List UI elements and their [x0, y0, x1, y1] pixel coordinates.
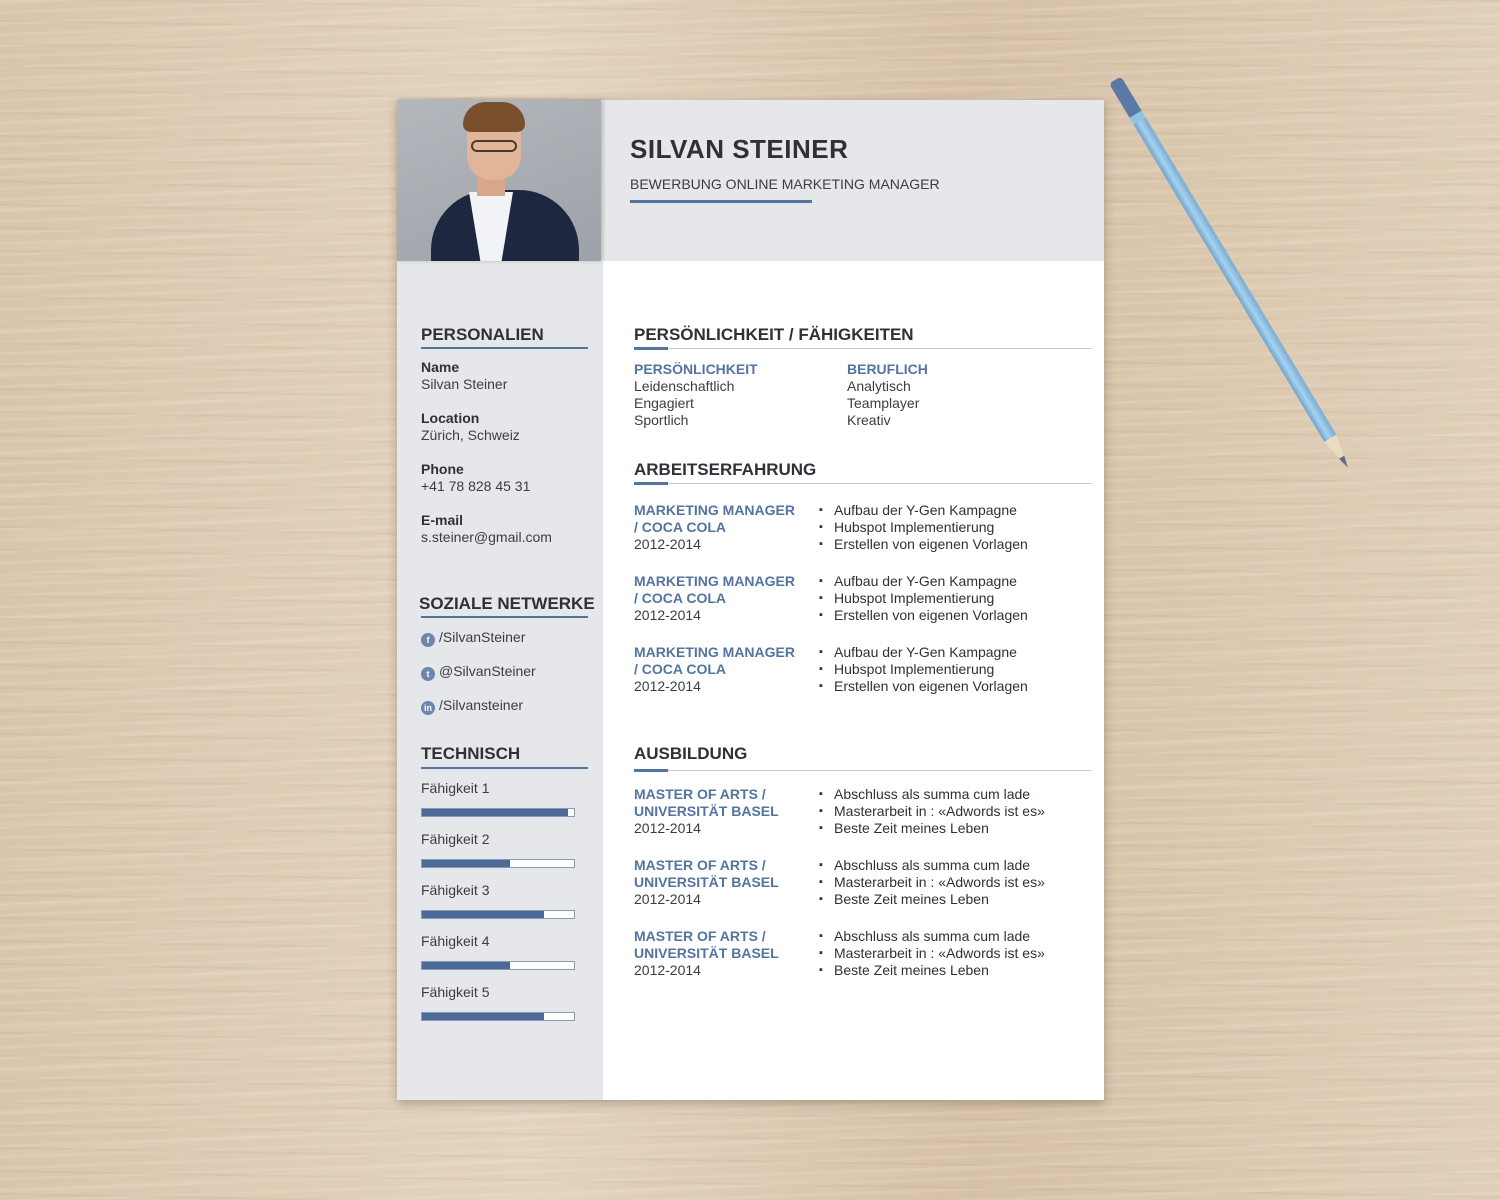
- degree-bullet: ▪ Abschluss als summa cum lade: [834, 786, 1030, 803]
- skill-bar-fill: [422, 809, 568, 816]
- degree-bullet: ▪ Beste Zeit meines Leben: [834, 891, 989, 908]
- degree-bullet: ▪ Masterarbeit in : «Adwords ist es»: [834, 803, 1045, 820]
- field-value: +41 78 828 45 31: [421, 478, 531, 494]
- degree-years: 2012-2014: [634, 962, 701, 978]
- section-accent: [634, 769, 668, 772]
- job-bullet: ▪ Hubspot Implementierung: [834, 590, 994, 607]
- experience-heading: ARBEITSERFAHRUNG: [634, 460, 817, 479]
- job-years: 2012-2014: [634, 678, 701, 694]
- skill-bar-fill: [422, 860, 510, 867]
- field-value: Zürich, Schweiz: [421, 427, 520, 443]
- job-bullet: ▪ Aufbau der Y-Gen Kampagne: [834, 573, 1017, 590]
- degree-title: MASTER OF ARTS /: [634, 928, 766, 944]
- skill-bar: [421, 808, 575, 817]
- candidate-subtitle: BEWERBUNG ONLINE MARKETING MANAGER: [630, 176, 940, 192]
- photo-hair: [463, 102, 525, 132]
- job-title: MARKETING MANAGER: [634, 573, 795, 589]
- skill-bar: [421, 961, 575, 970]
- job-bullet: ▪ Aufbau der Y-Gen Kampagne: [834, 502, 1017, 519]
- degree-years: 2012-2014: [634, 820, 701, 836]
- skill-bar-fill: [422, 962, 510, 969]
- degree-title: MASTER OF ARTS /: [634, 786, 766, 802]
- degree-bullet: ▪ Masterarbeit in : «Adwords ist es»: [834, 945, 1045, 962]
- twitter-icon: t: [421, 667, 435, 681]
- personality-col-title: PERSÖNLICHKEIT: [634, 361, 758, 377]
- degree-title: MASTER OF ARTS /: [634, 857, 766, 873]
- photo-glasses: [471, 140, 517, 152]
- skill-label: Fähigkeit 3: [421, 882, 490, 898]
- degree-bullet: ▪ Abschluss als summa cum lade: [834, 928, 1030, 945]
- degree-years: 2012-2014: [634, 891, 701, 907]
- professional-item: Kreativ: [847, 412, 891, 428]
- skill-label: Fähigkeit 4: [421, 933, 490, 949]
- education-heading: AUSBILDUNG: [634, 744, 748, 763]
- section-rule: [634, 483, 1092, 484]
- skill-bar: [421, 1012, 575, 1021]
- degree-school: UNIVERSITÄT BASEL: [634, 874, 779, 890]
- social-link-twitter[interactable]: [421, 663, 536, 681]
- technisch-rule: [421, 767, 588, 769]
- social-text: /SilvanSteiner: [439, 629, 526, 645]
- section-accent: [634, 347, 668, 350]
- technisch-heading: TECHNISCH: [421, 744, 521, 763]
- job-bullet: ▪ Erstellen von eigenen Vorlagen: [834, 607, 1028, 624]
- field-label: Phone: [421, 461, 464, 477]
- social-text: @SilvanSteiner: [439, 663, 536, 679]
- degree-bullet: ▪ Masterarbeit in : «Adwords ist es»: [834, 874, 1045, 891]
- social-rule: [421, 616, 588, 618]
- personality-item: Sportlich: [634, 412, 689, 428]
- social-heading: SOZIALE NETWERKE: [419, 594, 595, 613]
- field-label: Location: [421, 410, 480, 426]
- social-text: /Silvansteiner: [439, 697, 524, 713]
- field-label: Name: [421, 359, 460, 375]
- pencil: [1109, 76, 1363, 486]
- personality-item: Engagiert: [634, 395, 694, 411]
- skill-label: Fähigkeit 5: [421, 984, 490, 1000]
- job-years: 2012-2014: [634, 607, 701, 623]
- professional-col-title: BERUFLICH: [847, 361, 928, 377]
- section-rule: [634, 770, 1092, 771]
- job-bullet: ▪ Erstellen von eigenen Vorlagen: [834, 536, 1028, 553]
- email-value[interactable]: s.steiner@gmail.com: [421, 529, 552, 545]
- professional-item: Analytisch: [847, 378, 911, 394]
- job-years: 2012-2014: [634, 536, 701, 552]
- degree-bullet: ▪ Abschluss als summa cum lade: [834, 857, 1030, 874]
- personalien-heading: PERSONALIEN: [421, 325, 544, 344]
- job-bullet: ▪ Aufbau der Y-Gen Kampagne: [834, 644, 1017, 661]
- personality-heading: PERSÖNLICHKEIT / FÄHIGKEITEN: [634, 325, 914, 344]
- candidate-name: SILVAN STEINER: [630, 134, 849, 164]
- title-underline: [630, 200, 812, 203]
- degree-school: UNIVERSITÄT BASEL: [634, 945, 779, 961]
- personalien-rule: [421, 347, 588, 349]
- pencil-shaft: [1134, 118, 1337, 442]
- job-company: / COCA COLA: [634, 661, 727, 677]
- field-value: Silvan Steiner: [421, 376, 508, 392]
- field-label: E-mail: [421, 512, 464, 528]
- skill-bar: [421, 859, 575, 868]
- degree-bullet: ▪ Beste Zeit meines Leben: [834, 962, 989, 979]
- job-bullet: ▪ Hubspot Implementierung: [834, 519, 994, 536]
- personality-item: Leidenschaftlich: [634, 378, 735, 394]
- professional-item: Teamplayer: [847, 395, 920, 411]
- profile-photo: [397, 100, 601, 261]
- cv-page: [397, 100, 1104, 1100]
- skill-bar-fill: [422, 911, 544, 918]
- job-bullet: ▪ Erstellen von eigenen Vorlagen: [834, 678, 1028, 695]
- degree-school: UNIVERSITÄT BASEL: [634, 803, 779, 819]
- section-accent: [634, 482, 668, 485]
- section-rule: [634, 348, 1092, 349]
- job-company: / COCA COLA: [634, 590, 727, 606]
- pencil-cap: [1109, 76, 1142, 117]
- skill-label: Fähigkeit 2: [421, 831, 490, 847]
- social-link-facebook[interactable]: [421, 629, 525, 647]
- job-bullet: ▪ Hubspot Implementierung: [834, 661, 994, 678]
- job-company: / COCA COLA: [634, 519, 727, 535]
- job-title: MARKETING MANAGER: [634, 644, 795, 660]
- skill-bar-fill: [422, 1013, 544, 1020]
- degree-bullet: ▪ Beste Zeit meines Leben: [834, 820, 989, 837]
- social-link-linkedin[interactable]: [421, 697, 523, 715]
- facebook-icon: f: [421, 633, 435, 647]
- linkedin-icon: in: [421, 701, 435, 715]
- job-title: MARKETING MANAGER: [634, 502, 795, 518]
- skill-bar: [421, 910, 575, 919]
- skill-label: Fähigkeit 1: [421, 780, 490, 796]
